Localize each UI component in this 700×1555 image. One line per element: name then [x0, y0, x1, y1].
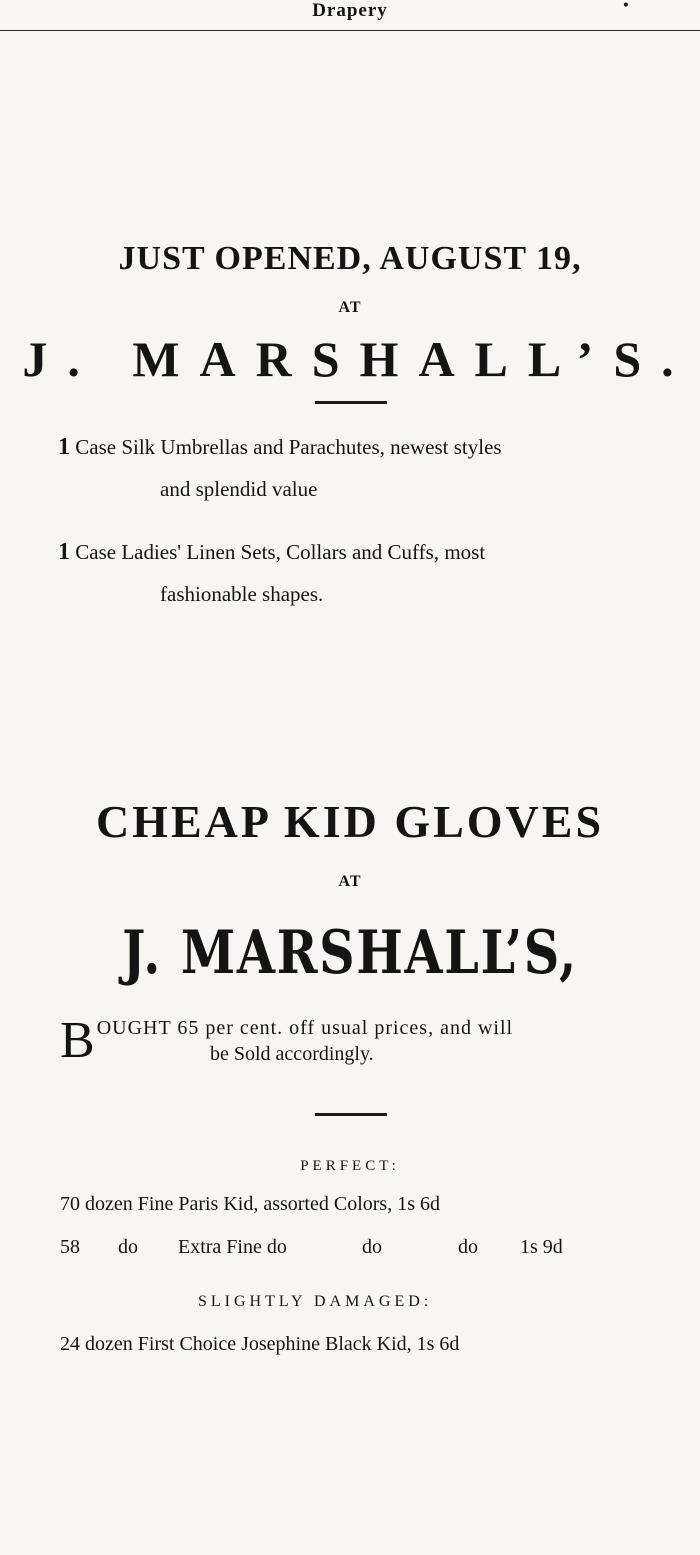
ad2-at: AT	[338, 873, 362, 890]
description: First Choice Josephine Black Kid,	[137, 1333, 412, 1355]
price-row	[60, 1236, 563, 1259]
ad1-item	[58, 426, 658, 510]
ditto-1: do	[362, 1236, 382, 1258]
unit: do	[118, 1236, 138, 1258]
ad2-headline: CHEAP KID GLOVES	[95, 796, 605, 847]
ad1-headline: JUST OPENED, AUGUST 19,	[118, 240, 582, 277]
price-row	[60, 1333, 459, 1356]
page-header	[0, 0, 700, 31]
price-row	[60, 1193, 440, 1216]
item-number: 1	[58, 434, 70, 460]
damaged-label: SLIGHTLY DAMAGED:	[198, 1293, 433, 1310]
item-number: 1	[58, 539, 70, 565]
ad2-divider	[315, 1113, 387, 1116]
drop-cap: B	[60, 1012, 95, 1069]
ad2-bought-paragraph	[60, 1012, 650, 1069]
bought-line-1: OUGHT 65 per cent. off usual prices, and will	[96, 1017, 514, 1039]
description: Extra Fine do	[178, 1236, 287, 1258]
perfect-label: PERFECT:	[300, 1158, 400, 1174]
bought-line-2: be Sold accordingly.	[210, 1043, 374, 1065]
item-text: Case Ladies' Linen Sets, Collars and Cuffs, most	[75, 540, 486, 564]
ad1-item	[58, 531, 658, 615]
item-text: Case Silk Umbrellas and Parachutes, newest styles	[75, 435, 502, 459]
price: 1s 9d	[520, 1236, 563, 1258]
qty: 70	[60, 1193, 80, 1215]
item-text-continued: and splendid value	[160, 477, 318, 501]
unit: dozen	[85, 1193, 133, 1215]
section-title: Drapery	[312, 0, 388, 21]
price: 1s 6d	[416, 1333, 460, 1355]
item-text-continued: fashionable shapes.	[160, 582, 324, 606]
ad1-shop-name: J. MARSHALL’S.	[22, 331, 694, 387]
ditto-2: do	[458, 1236, 478, 1258]
ad2-shop-name: J. MARSHALL’S,	[122, 918, 578, 988]
description: Fine Paris Kid, assorted Colors,	[137, 1193, 393, 1215]
ad1-at: AT	[338, 299, 362, 316]
header-mark: •	[621, 0, 630, 14]
unit: dozen	[85, 1333, 133, 1355]
qty: 58	[60, 1236, 80, 1258]
qty: 24	[60, 1333, 80, 1355]
price: 1s 6d	[397, 1193, 440, 1215]
ad1-divider	[315, 401, 387, 404]
